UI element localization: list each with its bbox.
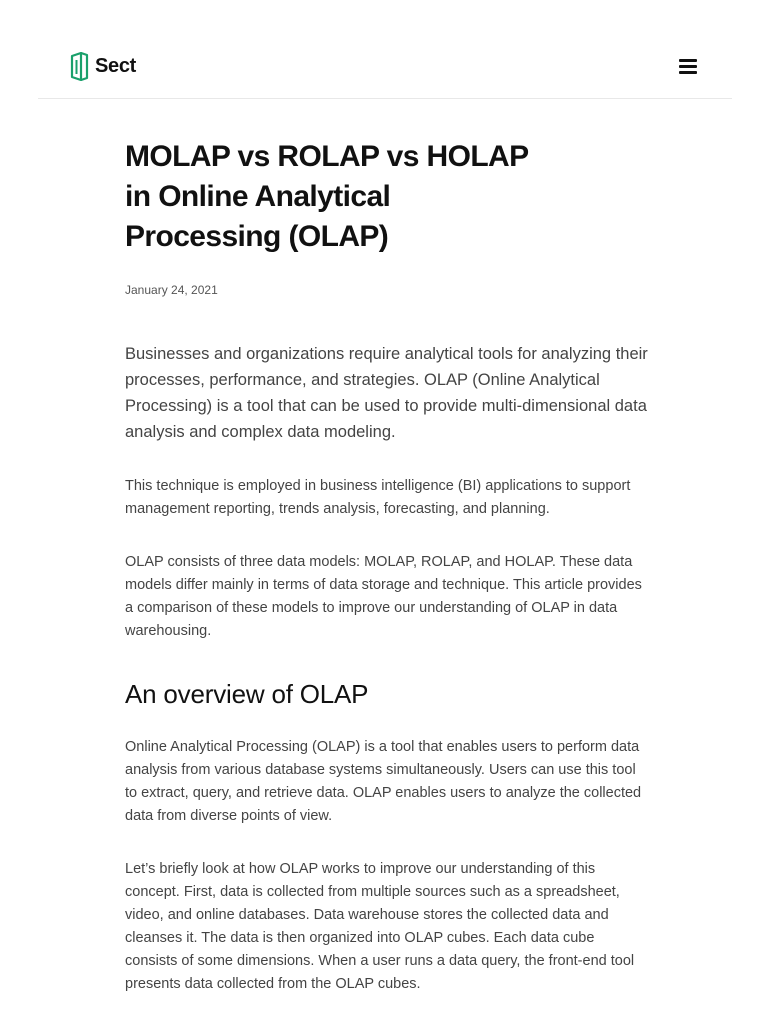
hamburger-menu-icon[interactable] [678,57,699,75]
lead-paragraph: Businesses and organizations require analytical tools for analyzing their processes, performance, and strategies. OLAP (Online Analytical Processing) is a tool that can be used to provide multi-dimensional data analysis and complex data modeling. [125,345,648,441]
brand-logo-link[interactable] [70,52,136,81]
body-paragraph: OLAP consists of three data models: MOLAP, ROLAP, and HOLAP. These data models differ mainly in terms of data storage and technique. This article provides a comparison of these models to improve our understanding of OLAP in data warehousing. [125,554,642,639]
page-title: MOLAP vs ROLAP vs HOLAP in Online Analytical Processing (OLAP) [125,140,528,253]
site-header [38,0,732,99]
publish-date: January 24, 2021 [125,283,218,297]
brand-name: Sect [95,55,137,77]
body-paragraph: Let’s briefly look at how OLAP works to improve our understanding of this concept. First, data is collected from multiple sources such as a spreadsheet, video, and online databases. Data warehouse stores the collected data and cleanses it. The data is then organized into OLAP cubes. Each data cube consists of some dimensions. When a user runs a data query, the front-end tool presents data collected from the OLAP cubes. [125,861,635,992]
section-heading: An overview of OLAP [125,679,369,709]
sect-logo-icon [70,52,89,81]
article [125,137,650,996]
body-paragraph: This technique is employed in business intelligence (BI) applications to support management reporting, trends analysis, forecasting, and planning. [125,478,631,517]
body-paragraph: Online Analytical Processing (OLAP) is a tool that enables users to perform data analysis from various database systems simultaneously. Users can use this tool to extract, query, and retrieve data. OLAP enables users to analyze the collected data from diverse points of view. [125,739,642,824]
